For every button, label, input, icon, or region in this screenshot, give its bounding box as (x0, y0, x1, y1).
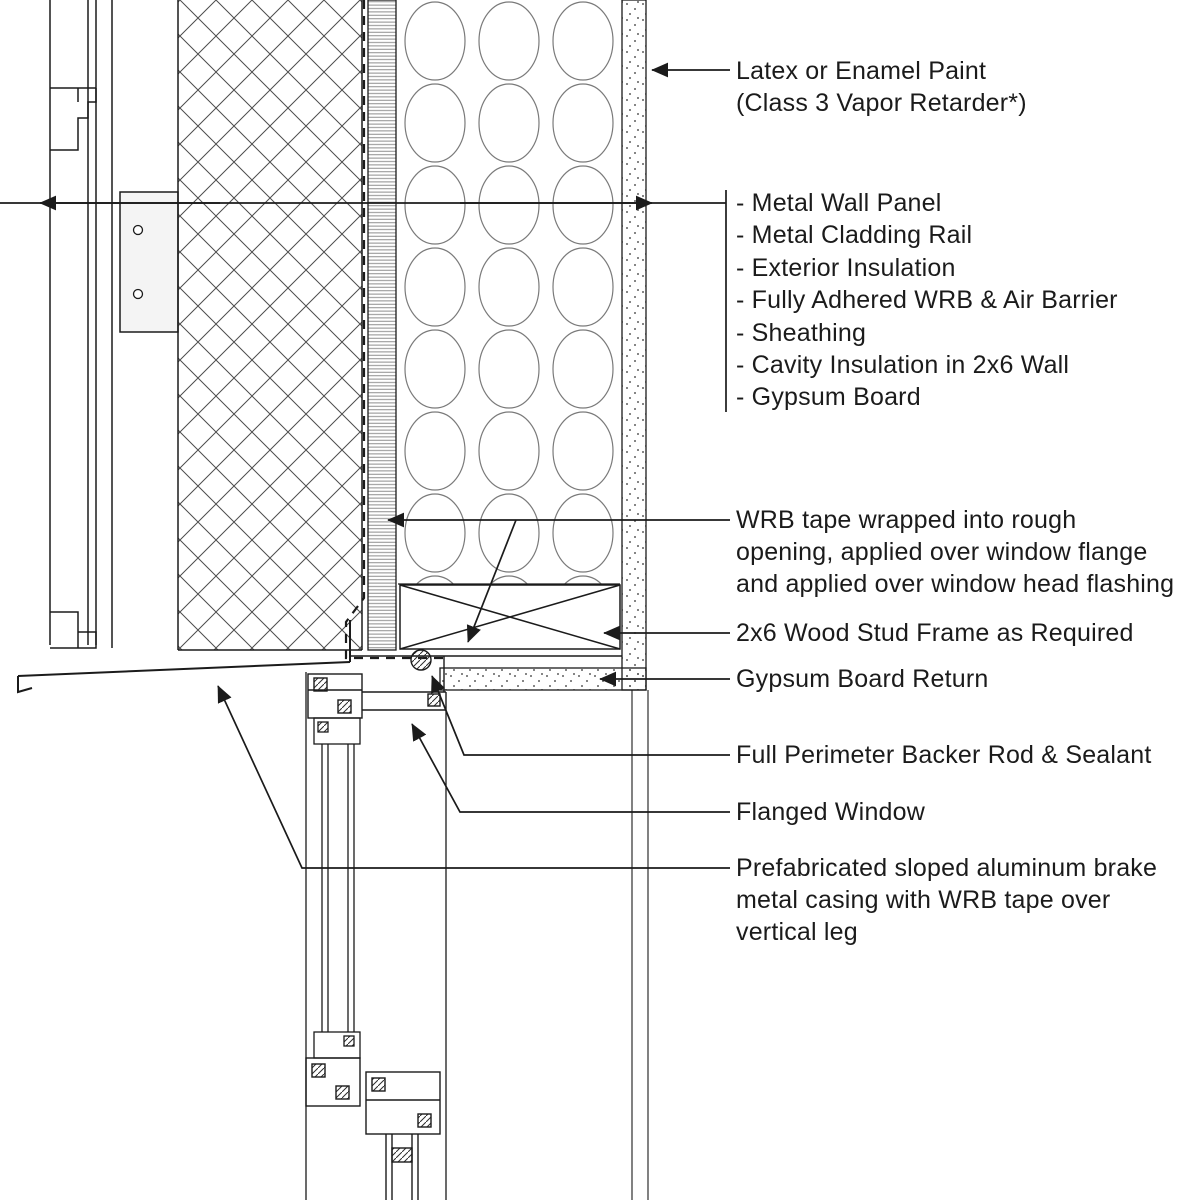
interior-wall-lines (632, 690, 648, 1200)
label-casing-line2: metal casing with WRB tape over (736, 886, 1111, 914)
fastener-hole (134, 290, 143, 299)
leader-flanged-window (412, 724, 730, 812)
label-paint-line1: Latex or Enamel Paint (736, 57, 987, 85)
leader-casing (218, 686, 730, 868)
sheathing (368, 0, 396, 650)
label-casing-line3: vertical leg (736, 918, 858, 946)
wood-stud-frame (400, 585, 620, 649)
label-assembly-item: - Exterior Insulation (736, 254, 956, 282)
panel-joint-top (50, 88, 96, 150)
label-flanged-window: Flanged Window (736, 798, 926, 826)
metal-wall-panel (50, 0, 112, 648)
label-assembly-item: - Cavity Insulation in 2x6 Wall (736, 351, 1070, 379)
exterior-insulation (178, 0, 362, 650)
label-stud-frame: 2x6 Wood Stud Frame as Required (736, 619, 1134, 647)
fastener-hole (134, 226, 143, 235)
label-wrb-tape-line3: and applied over window head flashing (736, 570, 1175, 598)
label-assembly-item: - Fully Adhered WRB & Air Barrier (736, 286, 1118, 314)
label-assembly-item: - Gypsum Board (736, 383, 921, 411)
label-paint-line2: (Class 3 Vapor Retarder*) (736, 89, 1027, 117)
label-backer-rod: Full Perimeter Backer Rod & Sealant (736, 741, 1152, 769)
backer-rod (411, 650, 431, 670)
label-wrb-tape-line1: WRB tape wrapped into rough (736, 506, 1077, 534)
label-assembly-item: - Metal Cladding Rail (736, 221, 973, 249)
cavity-insulation (398, 0, 620, 584)
label-assembly-item: - Sheathing (736, 319, 867, 347)
label-gypsum-return: Gypsum Board Return (736, 665, 989, 693)
glazing (314, 718, 360, 1058)
metal-cladding-rail (120, 192, 178, 332)
window-frame-bottom (306, 1058, 440, 1200)
label-casing-line1: Prefabricated sloped aluminum brake (736, 854, 1158, 882)
label-assembly-item: - Metal Wall Panel (736, 189, 942, 217)
gypsum-board (622, 0, 646, 690)
label-wrb-tape-line2: opening, applied over window flange (736, 538, 1148, 566)
annotations (736, 57, 1174, 946)
panel-clip-bottom (50, 612, 96, 648)
